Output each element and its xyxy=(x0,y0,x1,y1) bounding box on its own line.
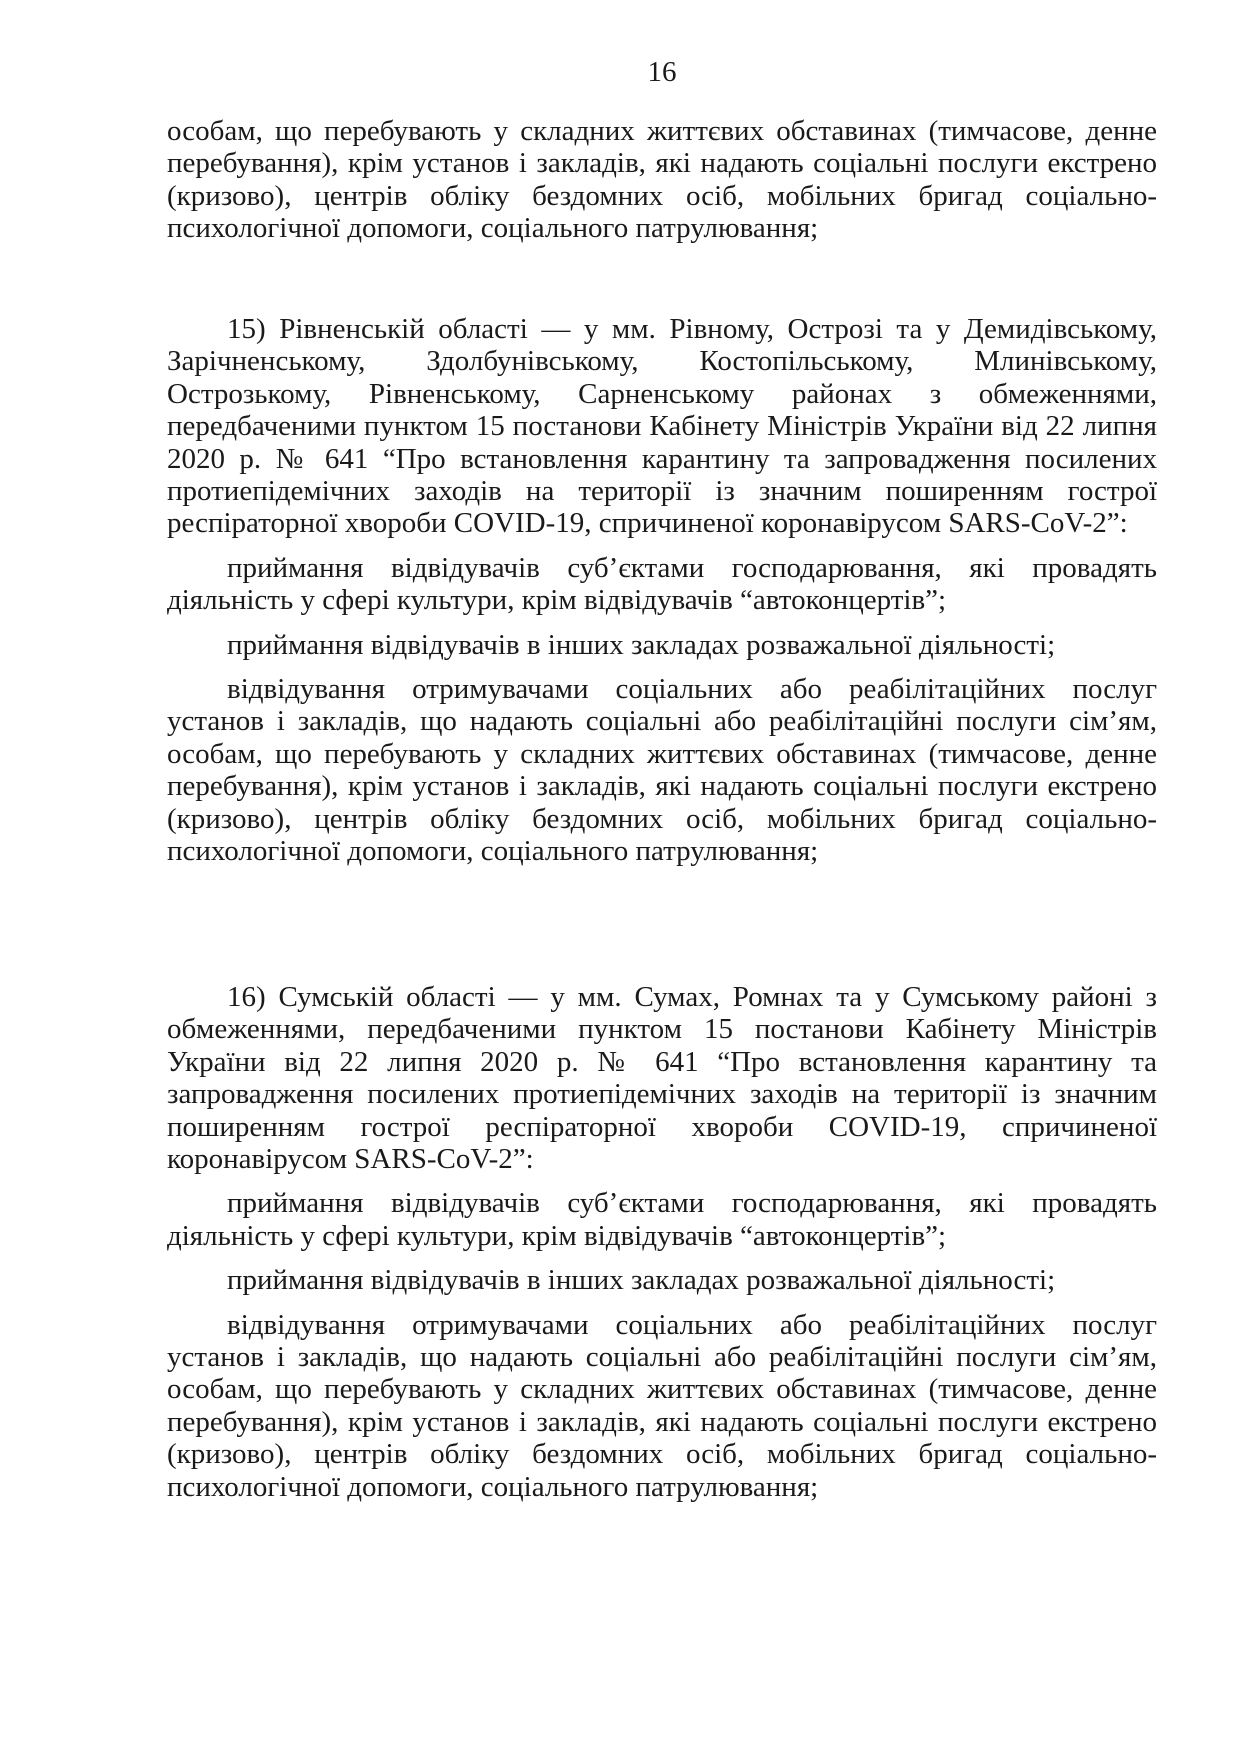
section-heading-paragraph: 15) Рівненській області — у мм. Рівному, Острозі та у Демидівському, Зарічненському, Здолбунівському, Костопільському, Млинівському, Острозькому, Рівненському, Сарненському районах з обмеженнями, передбаченими пунктом 15 постанови Кабінету Міністрів України від 22 липня 2020 р. № 641 “Про встановлення карантину та запровадження посилених протиепідемічних заходів на території із значним поширенням гострої респіраторної хвороби COVID-19, спричиненої коронавірусом SARS-CoV-2”: xyxy=(167,313,1157,540)
restriction-item: приймання відвідувачів суб’єктами господарювання, які провадять діяльність у сфері культури, крім відвідувачів “автоконцертів”; xyxy=(167,1187,1157,1252)
section-heading-paragraph: 16) Сумській області — у мм. Сумах, Ромнах та у Сумському районі з обмеженнями, передбаченими пунктом 15 постанови Кабінету Міністрів України від 22 липня 2020 р. № 641 “Про встановлення карантину та запровадження посилених протиепідемічних заходів на території із значним поширенням гострої респіраторної хвороби COVID-19, спричиненої коронавірусом SARS-CoV-2”: xyxy=(167,981,1157,1176)
restriction-item: відвідування отримувачами соціальних або реабілітаційних послуг установ і закладів, що надають соціальні або реабілітаційні послуги сім’ям, особам, що перебувають у складних життєвих обставинах (тимчасове, денне перебування), крім установ і закладів, які надають соціальні послуги екстрено (кризово), центрів обліку бездомних осіб, мобільних бригад соціально-психологічної допомоги, соціального патрулювання; xyxy=(167,673,1157,868)
restriction-item: приймання відвідувачів в інших закладах розважальної діяльності; xyxy=(227,628,1056,661)
restriction-item: приймання відвідувачів суб’єктами господарювання, які провадять діяльність у сфері культури, крім відвідувачів “автоконцертів”; xyxy=(167,551,1157,617)
restriction-item: відвідування отримувачами соціальних або реабілітаційних послуг установ і закладів, що надають соціальні або реабілітаційні послуги сім’ям, особам, що перебувають у складних життєвих обставинах (тимчасове, денне перебування), крім установ і закладів, які надають соціальні послуги екстрено (кризово), центрів обліку бездомних осіб, мобільних бригад соціально-психологічної допомоги, соціального патрулювання; xyxy=(167,1308,1157,1503)
section-16-sumy-region xyxy=(167,981,1157,1503)
page-number: 16 xyxy=(647,56,677,88)
continued-paragraph-block xyxy=(167,115,1157,245)
section-15-rivne-region xyxy=(167,313,1157,868)
continued-paragraph: особам, що перебувають у складних життєвих обставинах (тимчасове, денне перебування), крім установ і закладів, які надають соціальні послуги екстрено (кризово), центрів обліку бездомних осіб, мобільних бригад соціально-психологічної допомоги, соціального патрулювання; xyxy=(167,115,1157,245)
restriction-item: приймання відвідувачів в інших закладах розважальної діяльності; xyxy=(227,1264,1056,1297)
